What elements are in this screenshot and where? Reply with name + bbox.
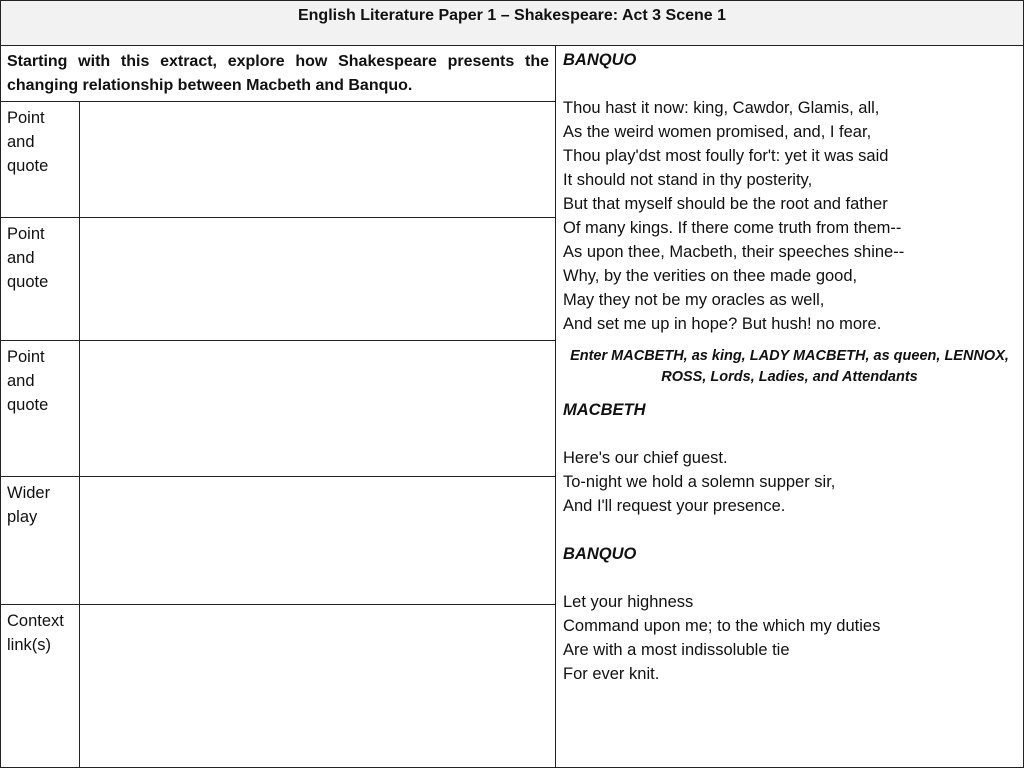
verse-line: To-night we hold a solemn supper sir,	[563, 473, 836, 491]
speaker-banquo-reply: BANQUO	[563, 545, 637, 563]
verse-line: Are with a most indissoluble tie	[563, 641, 790, 659]
row-label-point-2: Point and quote	[0, 217, 80, 341]
extract-panel	[555, 45, 1024, 768]
answer-box-point-1[interactable]	[79, 101, 556, 218]
answer-box-point-2[interactable]	[79, 217, 556, 341]
question-prompt: Starting with this extract, explore how Shakespeare presents the changing relationship between Macbeth and Banquo.	[0, 45, 556, 102]
verse-line: Why, by the verities on thee made good,	[563, 267, 858, 285]
verse-line: And I'll request your presence.	[563, 497, 786, 515]
verse-line: But that myself should be the root and father	[563, 195, 888, 213]
row-label-context: Context link(s)	[0, 604, 80, 768]
speaker-macbeth: MACBETH	[563, 401, 646, 419]
row-label-wider-play: Wider play	[0, 476, 80, 605]
stage-direction: Enter MACBETH, as king, LADY MACBETH, as queen, LENNOX, ROSS, Lords, Ladies, and Attendants	[570, 348, 1009, 385]
page-title: English Literature Paper 1 – Shakespeare: Act 3 Scene 1	[0, 0, 1024, 46]
speaker-banquo: BANQUO	[563, 51, 637, 69]
verse-line: As upon thee, Macbeth, their speeches shine--	[563, 243, 905, 261]
verse-line: Thou play'dst most foully for't: yet it was said	[563, 147, 889, 165]
verse-line: Let your highness	[563, 593, 694, 611]
verse-line: Of many kings. If there come truth from them--	[563, 219, 902, 237]
verse-line: It should not stand in thy posterity,	[563, 171, 813, 189]
verse-line: As the weird women promised, and, I fear,	[563, 123, 872, 141]
verse-line: And set me up in hope? But hush! no more.	[563, 315, 882, 333]
answer-box-point-3[interactable]	[79, 340, 556, 477]
verse-line: May they not be my oracles as well,	[563, 291, 825, 309]
row-label-point-3: Point and quote	[0, 340, 80, 477]
answer-box-context[interactable]	[79, 604, 556, 768]
verse-line: Thou hast it now: king, Cawdor, Glamis, all,	[563, 99, 880, 117]
row-label-point-1: Point and quote	[0, 101, 80, 218]
answer-box-wider-play[interactable]	[79, 476, 556, 605]
verse-line: Command upon me; to the which my duties	[563, 617, 881, 635]
verse-line: Here's our chief guest.	[563, 449, 728, 467]
verse-line: For ever knit.	[563, 665, 660, 683]
